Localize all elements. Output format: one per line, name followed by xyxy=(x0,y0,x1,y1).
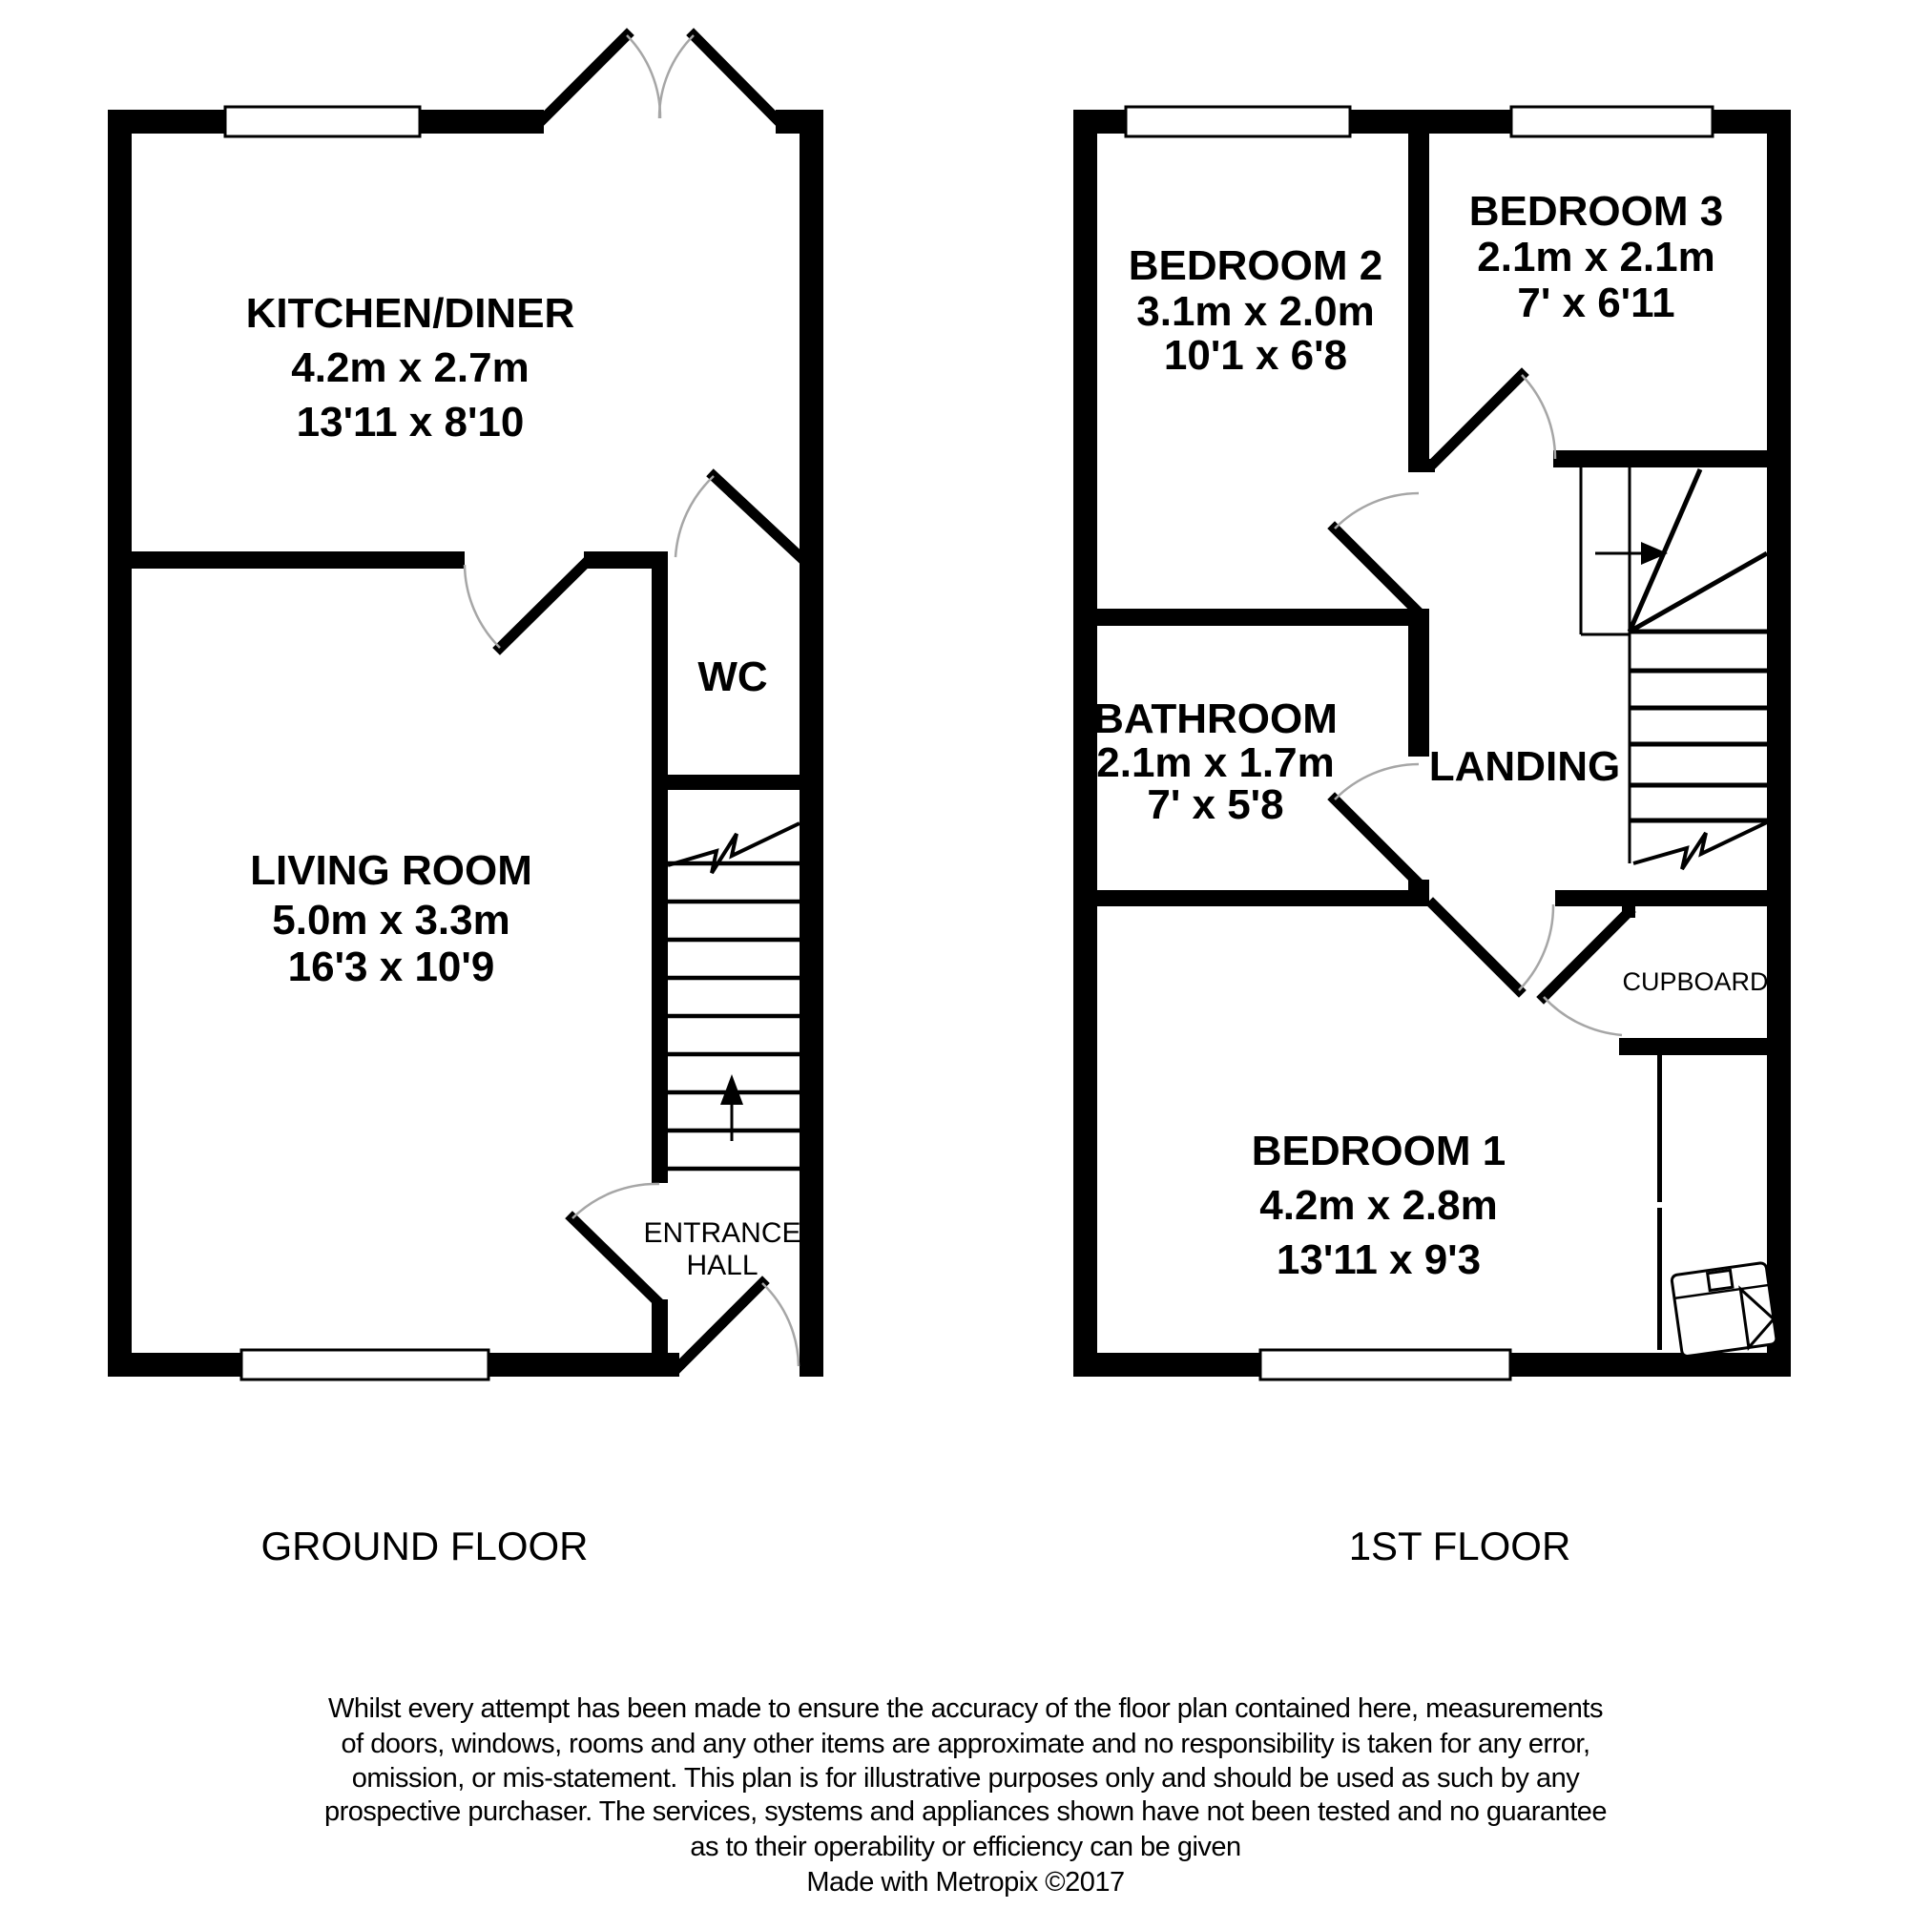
bedroom3-metric: 2.1m x 2.1m xyxy=(1477,234,1715,280)
door-leaf xyxy=(1335,529,1419,612)
thin-partition-b xyxy=(1657,1208,1662,1350)
disclaimer-line-4: prospective purchaser. The services, systems and appliances shown have not been tested and no guarantee xyxy=(323,1796,1608,1827)
wall-landing-bottom xyxy=(1555,890,1791,906)
bedroom1-metric: 4.2m x 2.8m xyxy=(1259,1182,1498,1229)
wall-bed2-bed3 xyxy=(1408,134,1429,472)
entrance-hall-label-line2: HALL xyxy=(686,1250,758,1281)
door-bedroom3 xyxy=(1434,375,1555,463)
door-swing-arc xyxy=(762,1283,799,1366)
stair-direction-arrow-head xyxy=(1641,542,1668,565)
french-doors-kitchen xyxy=(544,35,776,118)
front-door xyxy=(679,1283,799,1366)
disclaimer-line-1: Whilst every attempt has been made to ensure the accuracy of the floor plan contained here, measurements xyxy=(328,1693,1603,1724)
bathroom-metric: 2.1m x 1.7m xyxy=(1096,739,1335,786)
door-leaf xyxy=(1544,912,1629,997)
wall-bathroom-bottom xyxy=(1073,890,1429,906)
first-floor-title: 1ST FLOOR xyxy=(1348,1524,1571,1568)
wall-top-c xyxy=(1713,110,1791,134)
wall-left xyxy=(1073,110,1097,1377)
door-swing-arc xyxy=(659,35,694,118)
living-room-imperial: 16'3 x 10'9 xyxy=(287,944,495,990)
window-kitchen xyxy=(225,107,420,136)
door-bathroom xyxy=(1335,764,1419,883)
kitchen-diner-imperial: 13'11 x 8'10 xyxy=(296,399,525,446)
door-cupboard xyxy=(1544,912,1629,1035)
wall-bed2-bathroom xyxy=(1073,609,1429,626)
kitchen-diner-metric: 4.2m x 2.7m xyxy=(291,344,530,391)
wall-bottom-a xyxy=(1073,1353,1260,1377)
wall-top-a xyxy=(108,110,225,134)
wall-top-b xyxy=(420,110,544,134)
footer-disclaimer xyxy=(324,1693,1607,1898)
door-leaf xyxy=(500,565,584,648)
wall-bathroom-right xyxy=(1408,609,1429,757)
door-kitchen-living xyxy=(465,565,584,648)
wall-kitchen-living xyxy=(108,551,465,569)
door-swing-arc xyxy=(1544,997,1622,1035)
ground-floor-plan xyxy=(108,35,823,1568)
kitchen-diner-label: KITCHEN/DINER xyxy=(245,290,575,337)
wc-label: WC xyxy=(697,654,768,700)
bedroom3-imperial: 7' x 6'11 xyxy=(1517,280,1675,326)
stair-break-line xyxy=(1633,822,1767,869)
wall-right xyxy=(800,110,823,1377)
door-leaf xyxy=(1433,904,1519,990)
wall-stair-shaft xyxy=(652,551,668,1183)
door-leaf xyxy=(544,35,627,118)
stair-treads xyxy=(1630,632,1767,820)
bathroom-imperial: 7' x 5'8 xyxy=(1147,781,1284,828)
ground-floor-title: GROUND FLOOR xyxy=(260,1524,589,1568)
bedroom2-label: BEDROOM 2 xyxy=(1128,242,1383,289)
living-room-label: LIVING ROOM xyxy=(250,847,532,894)
disclaimer-line-3: omission, or mis-statement. This plan is for illustrative purposes only and should be used as such by any xyxy=(351,1763,1580,1794)
wall-cupboard-bottom xyxy=(1619,1038,1791,1055)
door-swing-arc xyxy=(1335,764,1419,799)
window-bedroom2 xyxy=(1126,107,1350,136)
door-bedroom2 xyxy=(1335,493,1419,612)
thin-partition-a xyxy=(1657,1055,1662,1202)
stairs-ground xyxy=(668,823,800,1169)
window-bedroom3 xyxy=(1511,107,1713,136)
disclaimer-line-2: of doors, windows, rooms and any other items are approximate and no responsibility is taken for any error, xyxy=(341,1729,1590,1759)
window-living xyxy=(241,1350,488,1380)
stair-well-lines xyxy=(1581,467,1630,863)
living-room-metric: 5.0m x 3.3m xyxy=(272,897,510,944)
wall-left xyxy=(108,110,132,1377)
bed-pillow xyxy=(1708,1270,1733,1290)
first-floor-plan xyxy=(1073,107,1791,1568)
bedroom1-imperial: 13'11 x 9'3 xyxy=(1276,1236,1482,1283)
wall-wc-bottom xyxy=(652,775,800,790)
stair-direction-arrow-head xyxy=(720,1074,743,1105)
door-leaf xyxy=(1434,375,1522,463)
bed-icon xyxy=(1672,1262,1777,1357)
landing-label: LANDING xyxy=(1428,743,1621,790)
stairs-first xyxy=(1581,467,1767,869)
bedroom2-imperial: 10'1 x 6'8 xyxy=(1163,332,1348,379)
door-bedroom1 xyxy=(1433,904,1553,990)
bathroom-label: BATHROOM xyxy=(1093,695,1338,742)
wall-top-a xyxy=(1073,110,1126,134)
wall-top-b xyxy=(1350,110,1511,134)
door-swing-arc xyxy=(1522,375,1555,459)
stair-treads xyxy=(668,863,800,1169)
door-swing-arc xyxy=(572,1184,659,1218)
wall-right xyxy=(1767,110,1791,1377)
wall-bottom-b xyxy=(1510,1353,1791,1377)
door-leaf xyxy=(694,35,776,118)
door-swing-arc xyxy=(465,565,500,648)
cupboard-label: CUPBOARD xyxy=(1622,967,1769,996)
door-leaf xyxy=(679,1283,762,1366)
door-swing-arc xyxy=(675,476,714,557)
bedroom2-metric: 3.1m x 2.0m xyxy=(1136,288,1375,335)
door-swing-arc xyxy=(1519,904,1553,990)
bedroom1-label: BEDROOM 1 xyxy=(1251,1128,1506,1174)
wall-hall-stub xyxy=(652,1299,668,1377)
wall-bottom-b xyxy=(488,1353,679,1377)
wall-bed3-bottom xyxy=(1553,450,1791,467)
window-bedroom1 xyxy=(1260,1350,1510,1380)
wall-bottom-a xyxy=(108,1353,241,1377)
door-wc xyxy=(675,476,800,557)
door-leaf xyxy=(714,476,800,557)
bedroom3-label: BEDROOM 3 xyxy=(1468,188,1724,235)
door-swing-arc xyxy=(1335,493,1419,529)
entrance-hall-label-line1: ENTRANCE xyxy=(643,1217,801,1249)
door-swing-arc xyxy=(627,35,660,118)
door-leaf xyxy=(1335,799,1419,883)
disclaimer-line-5: as to their operability or efficiency can be given xyxy=(690,1832,1241,1862)
credit-line: Made with Metropix ©2017 xyxy=(806,1867,1125,1898)
